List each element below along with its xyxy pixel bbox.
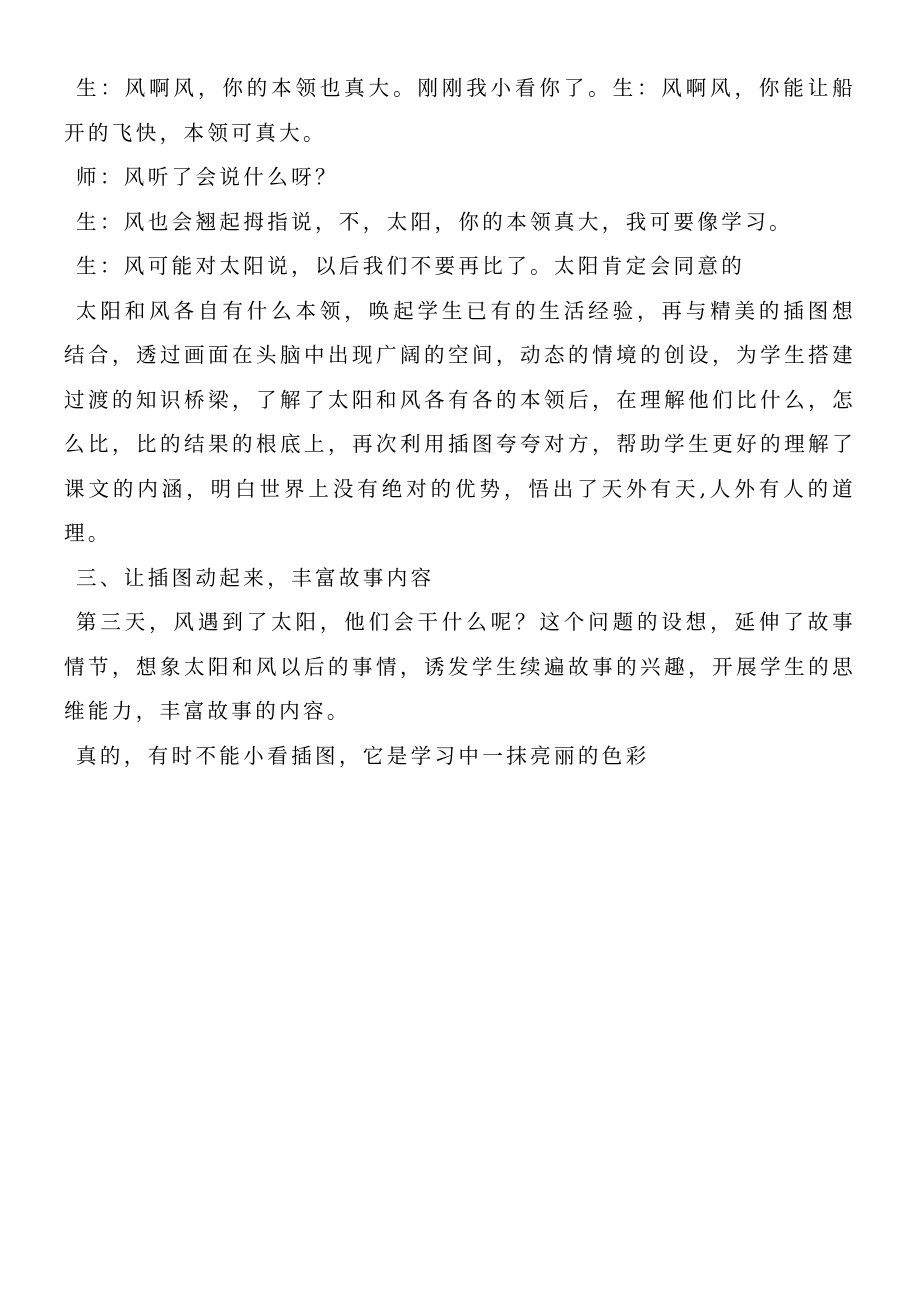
paragraph-reflection: 太阳和风各自有什么本领，唤起学生已有的生活经验，再与精美的插图想结合，透过画面在头脑中出现广阔的空间，动态的情境的创设，为学生搭建过渡的知识桥梁，了解了太阳和风各有各的本领后，在理解他们比什么，怎么比，比的结果的根底上，再次利用插图夸夸对方，帮助学生更好的理解了课文的内涵，明白世界上没有绝对的优势，悟出了天外有天,人外有人的道理。 [64,298,856,545]
paragraph-student-praise-wind: 生：风啊风，你的本领也真大。刚刚我小看你了。生：风啊风，你能让船开的飞快，本领可真大。 [64,76,856,145]
document-body [64,66,856,778]
paragraph-teacher-question: 师：风听了会说什么呀？ [76,165,339,189]
section-heading-three: 三、让插图动起来，丰富故事内容 [76,565,435,590]
paragraph-student-no-more-contest: 生：风可能对太阳说，以后我们不要再比了。太阳肯定会同意的 [76,254,746,278]
paragraph-conclusion: 真的，有时不能小看插图，它是学习中一抹亮丽的色彩 [76,743,650,768]
paragraph-third-day: 第三天，风遇到了太阳，他们会干什么呢？这个问题的设想，延伸了故事情节，想象太阳和风以后的事情，诱发学生续遍故事的兴趣，开展学生的思维能力，丰富故事的内容。 [64,610,856,723]
paragraph-student-thumbs-up: 生：风也会翘起拇指说，不，太阳，你的本领真大，我可要像学习。 [76,209,793,234]
